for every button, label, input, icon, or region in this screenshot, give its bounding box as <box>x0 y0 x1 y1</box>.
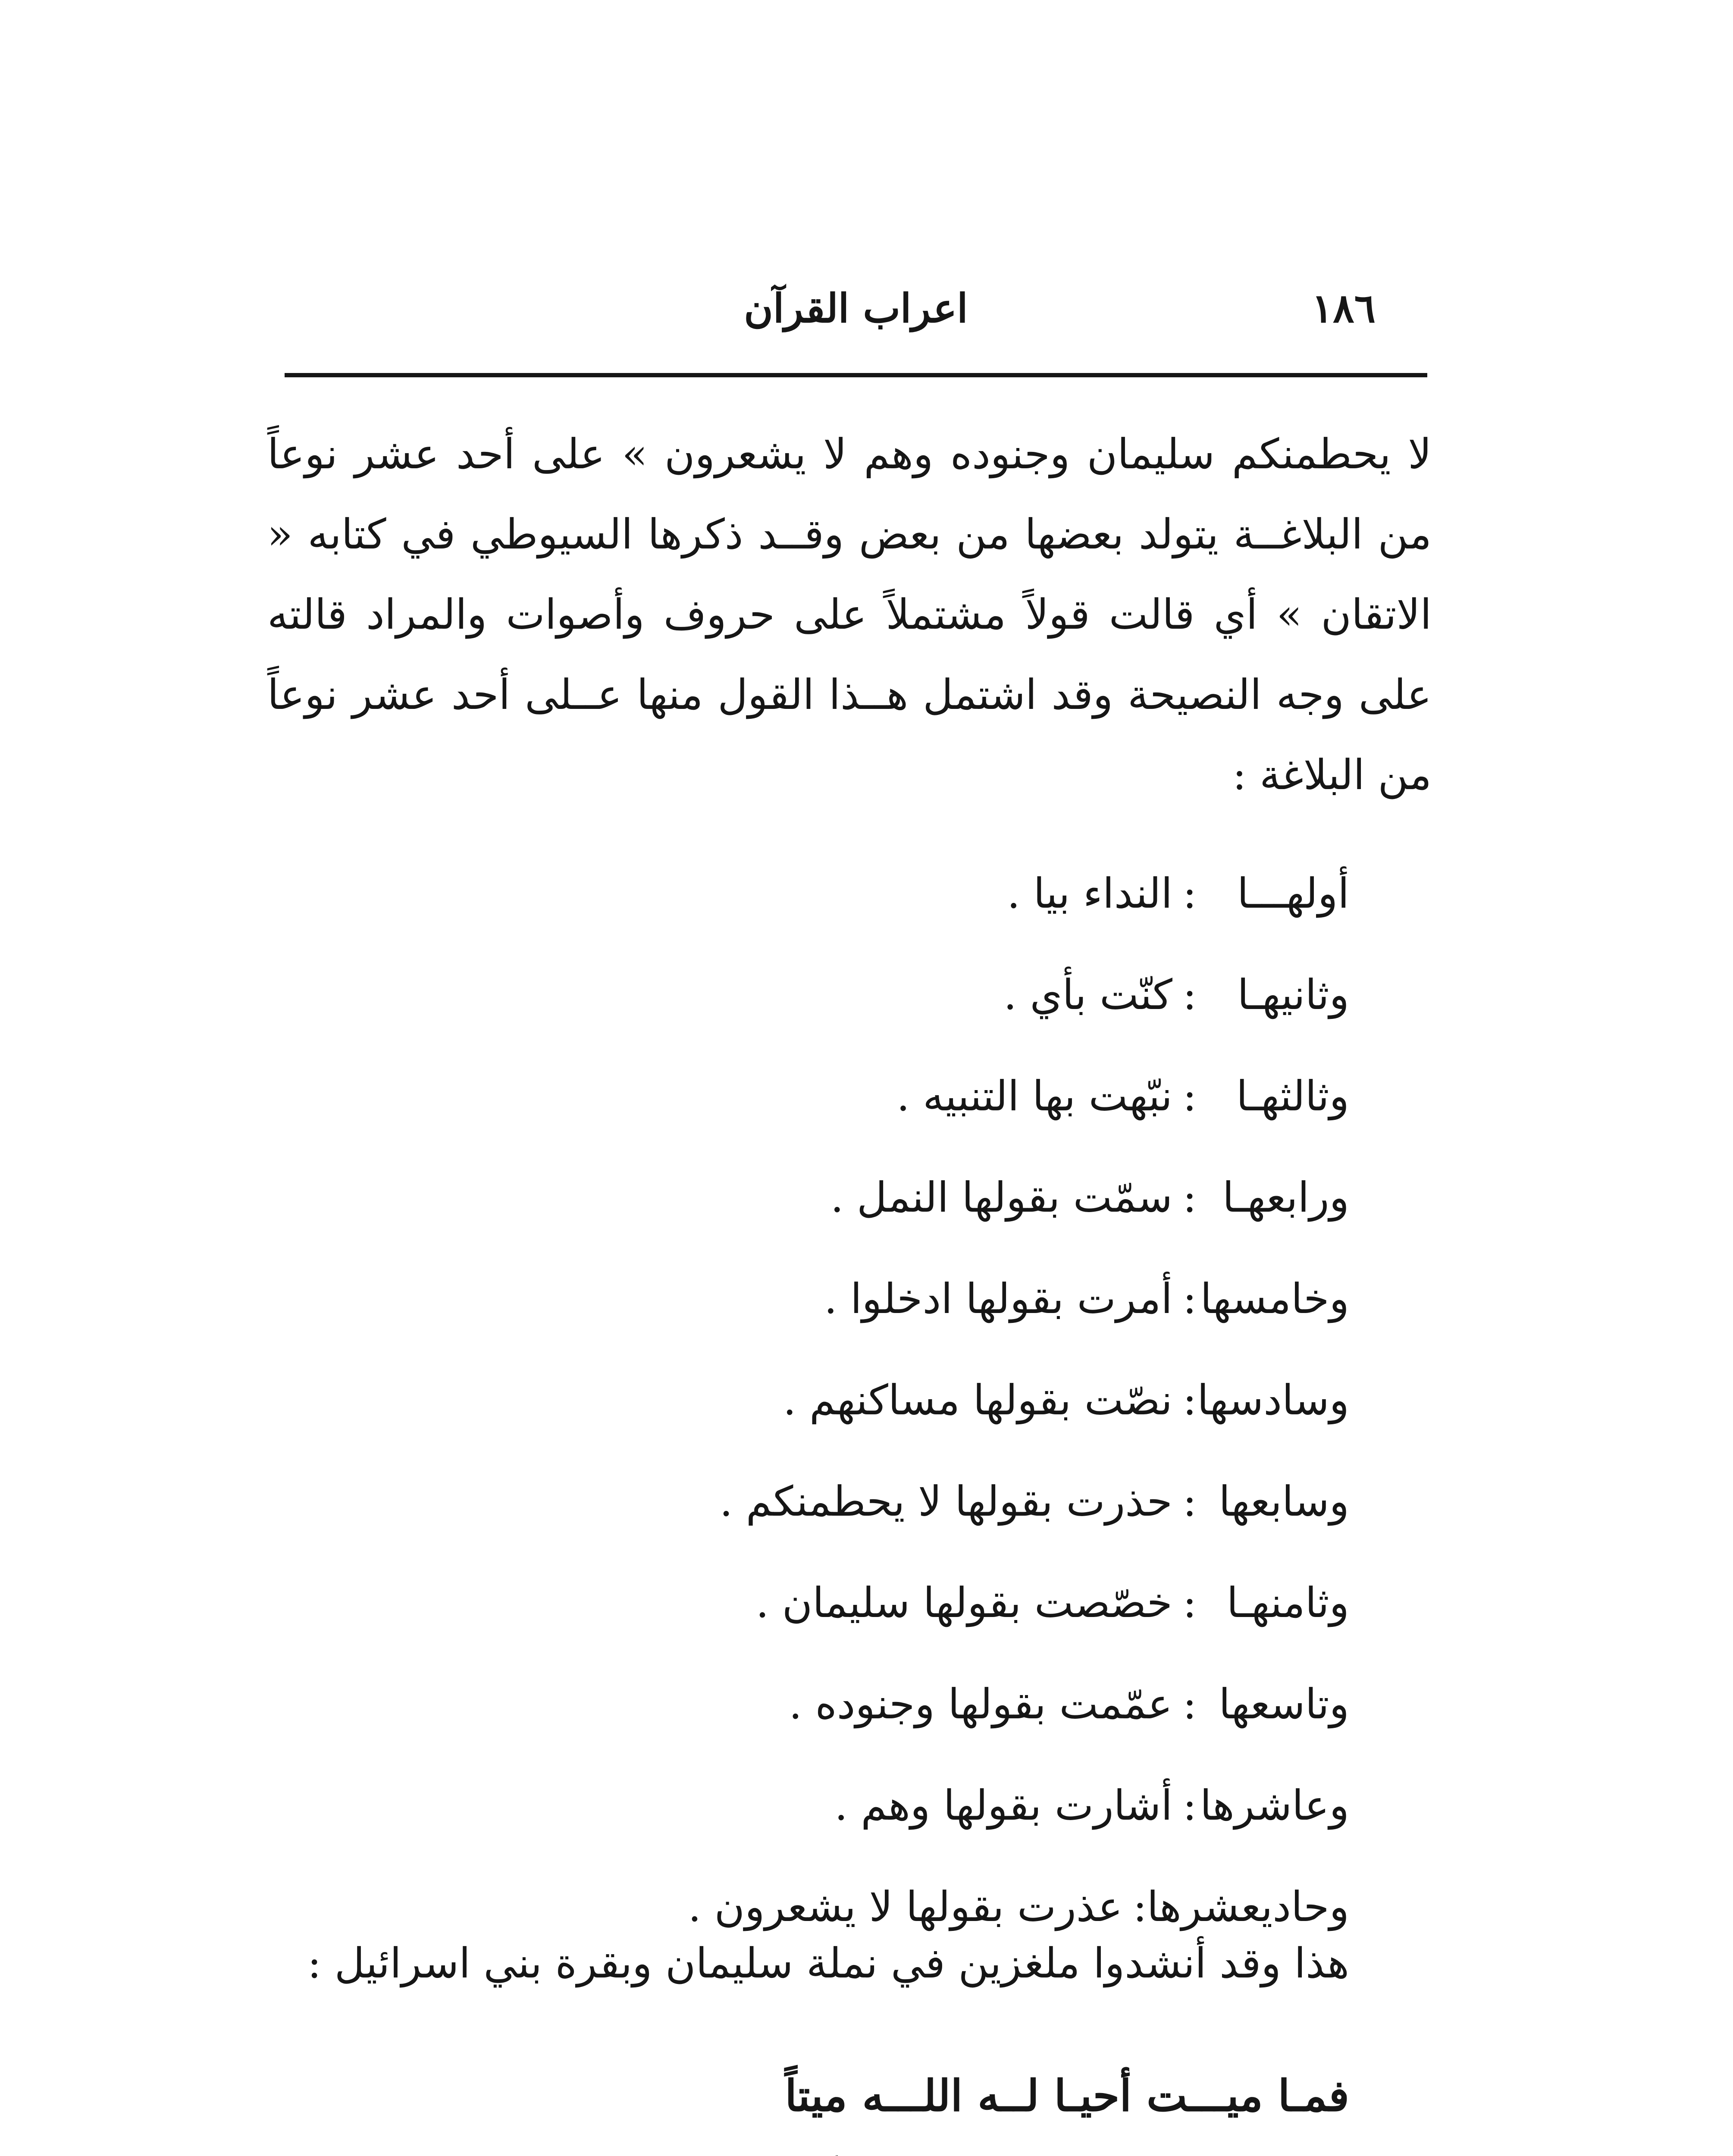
list-item-separator: : <box>1182 1376 1197 1424</box>
list-item-label: ورابعهـا <box>1222 1173 1349 1222</box>
verse-line-2 <box>561 2143 1060 2156</box>
list-item-text: خصّصت بقولها سليمان . <box>755 1579 1172 1627</box>
list-item-text: حذرت بقولها لا يحطمنكم . <box>719 1477 1172 1526</box>
list-item-label: وثانيهـا <box>1237 971 1349 1019</box>
list-item <box>530 944 1349 1046</box>
list-item-separator: : <box>1182 1781 1197 1830</box>
running-title: اعراب القرآن <box>744 285 968 332</box>
list-item-text: عمّمت بقولها وجنوده . <box>789 1680 1172 1728</box>
rhetoric-list <box>530 843 1349 1958</box>
list-item <box>530 1755 1349 1856</box>
list-item-label: وثامنهـا <box>1226 1579 1349 1627</box>
list-item-text: أمرت بقولها ادخلوا . <box>824 1275 1172 1323</box>
list-item-label: وعاشرها <box>1200 1781 1349 1830</box>
list-item-text: سمّت بقولها النمل . <box>830 1173 1172 1222</box>
list-item-separator: : <box>1182 1173 1197 1222</box>
page-number: ١٨٦ <box>1311 285 1376 332</box>
list-item-text: نبّهت بها التنبيه . <box>896 1072 1172 1120</box>
list-item <box>530 1147 1349 1248</box>
header-rule <box>285 373 1427 377</box>
list-item <box>530 1350 1349 1451</box>
list-item-separator: : <box>1182 1477 1197 1526</box>
list-item-text: النداء بيا . <box>1007 869 1172 918</box>
list-item-label: وسابعها <box>1219 1477 1349 1526</box>
list-item-text: كنّت بأي . <box>1003 971 1172 1019</box>
verse-line-1: فمـا ميـــت أحيـا لــه اللـــه ميتاً <box>785 2070 1349 2121</box>
list-item-separator: : <box>1182 1072 1197 1120</box>
paragraph-riddle-intro: هذا وقد أنشدوا ملغزين في نملة سليمان وبقرة بني اسرائيل : <box>307 1939 1349 1987</box>
list-item-label: وحاديعشرها: <box>1133 1883 1349 1931</box>
list-item <box>530 1552 1349 1654</box>
list-item-label: وسادسها <box>1197 1376 1349 1424</box>
list-item-label: وثالثهـا <box>1236 1072 1349 1120</box>
list-item-label: وتاسعها <box>1219 1680 1349 1728</box>
page-header <box>285 280 1427 336</box>
list-item <box>530 1654 1349 1755</box>
paragraph-intro: لا يحطمنكم سليمان وجنوده وهم لا يشعرون » على أحد عشر نوعاً من البلاغــة يتولد بعضها من بعض وقــد ذكرها السيوطي في كتابه « الاتقان » أي قالت قولاً مشتملاً على حروف وأصوات والمراد قالته على وجه النصيحة وقد اشتمل هــذا القول منها عــلى أحد عشر نوعاً من البلاغة : <box>267 430 1432 799</box>
list-item-text: نصّت بقولها مساكنهم . <box>783 1376 1172 1424</box>
list-item-text: عذرت بقولها لا يشعرون . <box>688 1883 1123 1931</box>
list-item-separator: : <box>1182 1680 1197 1728</box>
list-item-separator: : <box>1182 1275 1197 1323</box>
list-item-separator: : <box>1182 869 1197 918</box>
list-item-text: أشارت بقولها وهم . <box>834 1781 1172 1830</box>
list-item <box>530 1046 1349 1147</box>
list-item-label: أولهـــا <box>1237 869 1349 918</box>
list-item-separator: : <box>1182 971 1197 1019</box>
list-item-label: وخامسها <box>1200 1275 1349 1323</box>
list-item-separator: : <box>1182 1579 1197 1627</box>
list-item <box>530 1451 1349 1552</box>
list-item <box>530 1248 1349 1350</box>
list-item <box>530 843 1349 944</box>
